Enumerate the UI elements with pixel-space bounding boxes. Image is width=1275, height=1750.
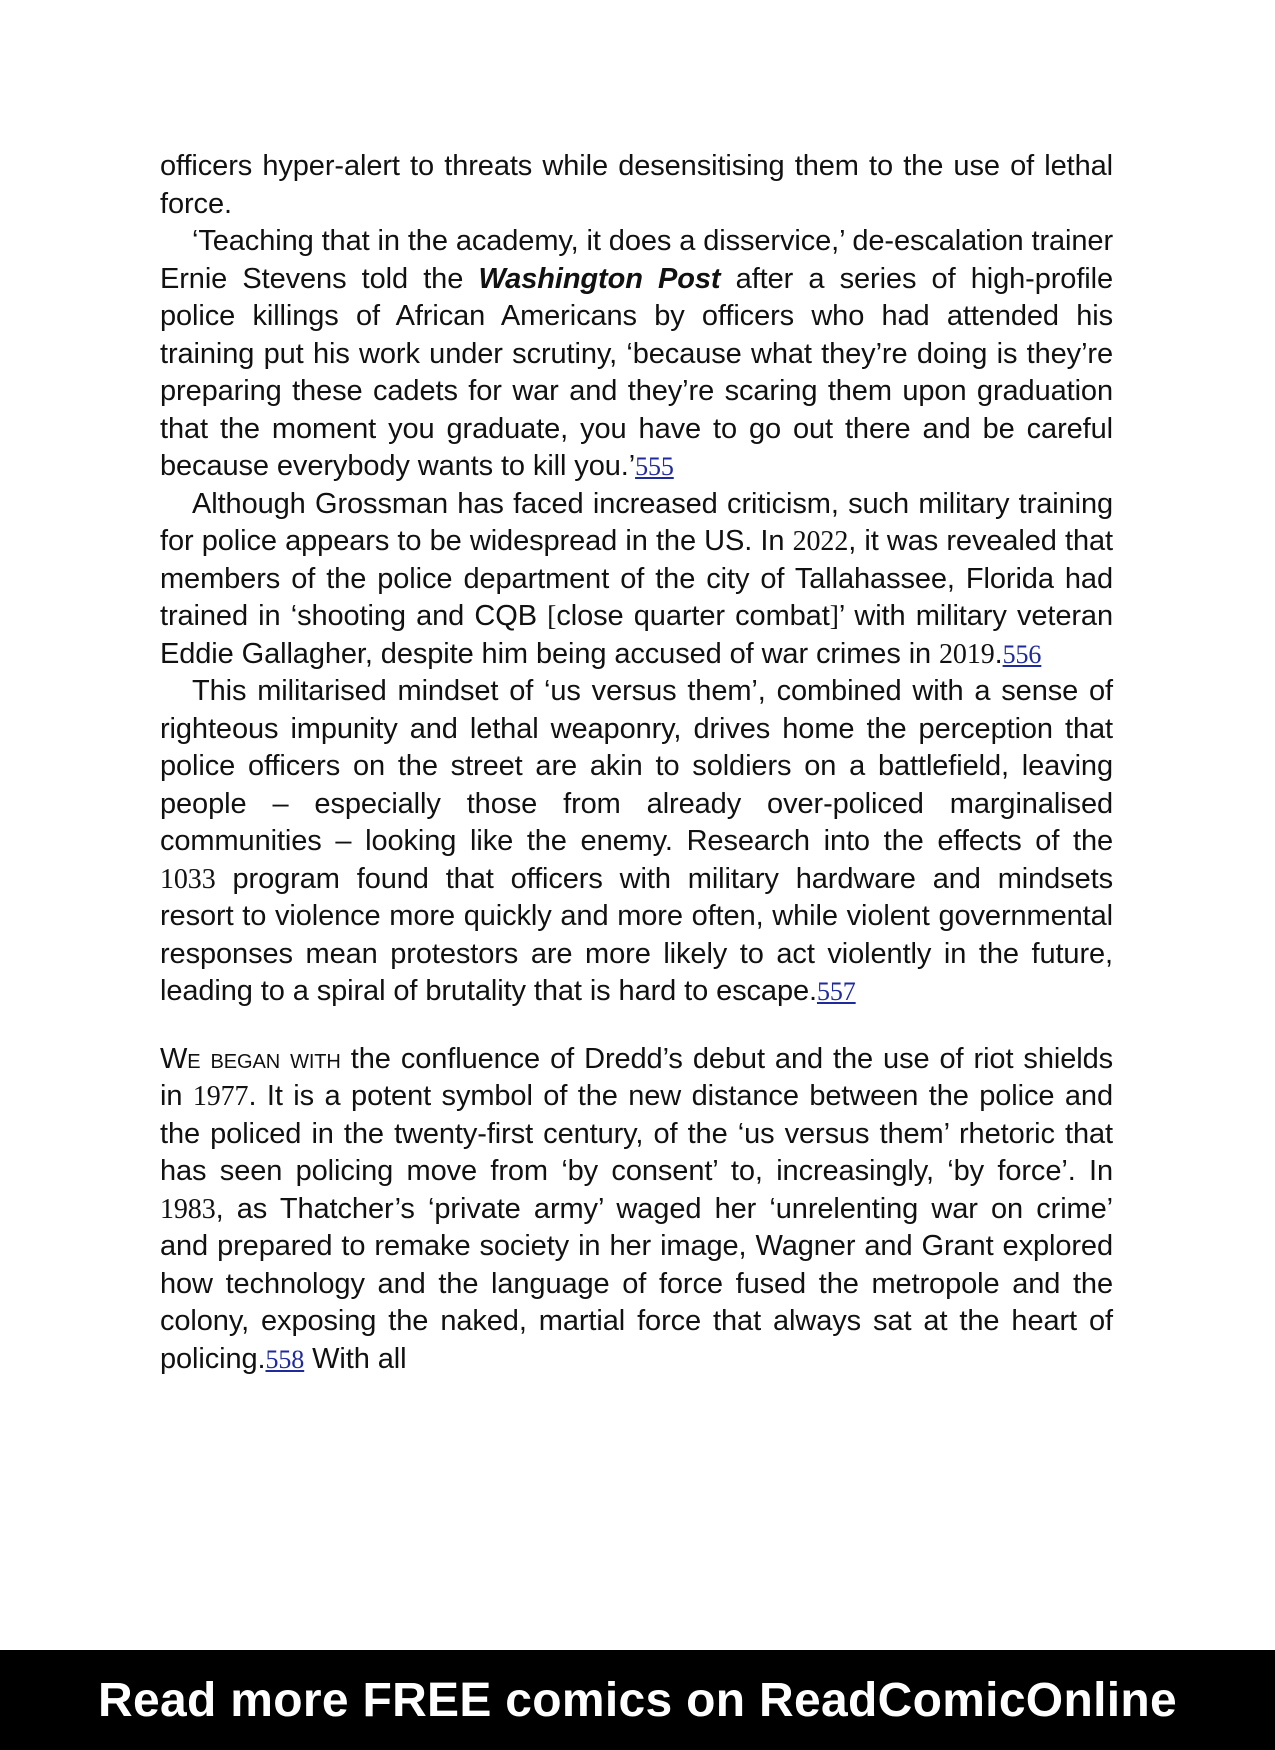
promo-banner-text: Read more FREE comics on ReadComicOnline [98,1673,1177,1727]
paragraph-4-text-a: This militarised mindset of ‘us versus them’, combined with a sense of righteous impunity and lethal weaponry, drives home the perception that police officers on the street are akin to soldiers on a battlefield, leaving people – especially those from already over-policed marginalised communities – looking like the enemy. Research into the effects of the [160,675,1113,857]
page-body [160,148,1113,1378]
paragraph-2 [160,223,1113,486]
year-1983: 1983 [160,1193,216,1225]
paragraph-4 [160,673,1113,1011]
bracket-close: ] [829,601,839,632]
paragraph-3-text-b: , it was revealed that members of the police department of the city of Tallahassee, Florida had trained in ‘shooting and CQB [160,525,1113,632]
paragraph-5-text-b: . It is a potent symbol of the new distance between the police and the policed in the twenty-first century, of the ‘us versus them’ rhetoric that has seen policing move from ‘by consent’ to, increasingly, ‘by force’. In [160,1080,1113,1187]
footnote-link-558[interactable]: 558 [265,1344,305,1374]
year-2022: 2022 [792,526,849,557]
paragraph-3 [160,486,1113,674]
publication-title: Washington Post [478,262,721,295]
footnote-link-555[interactable]: 555 [635,452,674,481]
paragraph-2-text-b: after a series of high-profile police killings of African Americans by officers who had attended his training put his work under scrutiny, ‘because what they’re doing is they’re preparing these cadets for war and they’re scaring them upon graduation that the moment you graduate, you have to go out there and be careful because everybody wants to kill you.’ [160,262,1114,482]
paragraph-4-text-b: program found that officers with military hardware and mindsets resort to violence more quickly and more often, while violent governmental responses mean protestors are more likely to act violently in the future, leading to a spiral of brutality that is hard to escape. [160,862,1113,1007]
paragraph-1 [160,148,1113,223]
paragraph-5-text-d: With all [304,1342,407,1375]
program-number: 1033 [160,863,216,895]
paragraph-5-text-a: the confluence of Dredd’s debut and the use of riot shields in [160,1042,1113,1112]
year-2019: 2019 [939,638,995,670]
paragraph-5-text-c: , as Thatcher’s ‘private army’ waged her ‘unrelenting war on crime’ and prepared to remake society in her image, Wagner and Grant explored how technology and the language of force fused the metropole and the colony, exposing the naked, martial force that always sat at the heart of policing. [160,1192,1113,1375]
section-lead-in: We began with [160,1042,341,1075]
footnote-link-557[interactable]: 557 [816,977,856,1006]
year-1977: 1977 [192,1081,249,1112]
paragraph-3-text-c: close quarter combat [556,600,830,632]
paragraph-2-text-a: ‘Teaching that in the academy, it does a disservice,’ de-escalation trainer Ernie Stevens told the [160,225,1113,295]
promo-banner[interactable] [0,1650,1275,1750]
bracket-open: [ [547,601,557,632]
paragraph-3-text-a: Although Grossman has faced increased criticism, such military training for police appears to be widespread in the US. In [160,487,1113,557]
paragraph-5 [160,1041,1113,1379]
paragraph-3-text-d: ’ with military veteran Eddie Gallagher, despite him being accused of war crimes in [160,600,1113,670]
footnote-link-556[interactable]: 556 [1002,639,1042,669]
paragraph-3-text-e: . [994,637,1003,670]
paragraph-1-text: officers hyper-alert to threats while desensitising them to the use of lethal force. [160,150,1113,220]
